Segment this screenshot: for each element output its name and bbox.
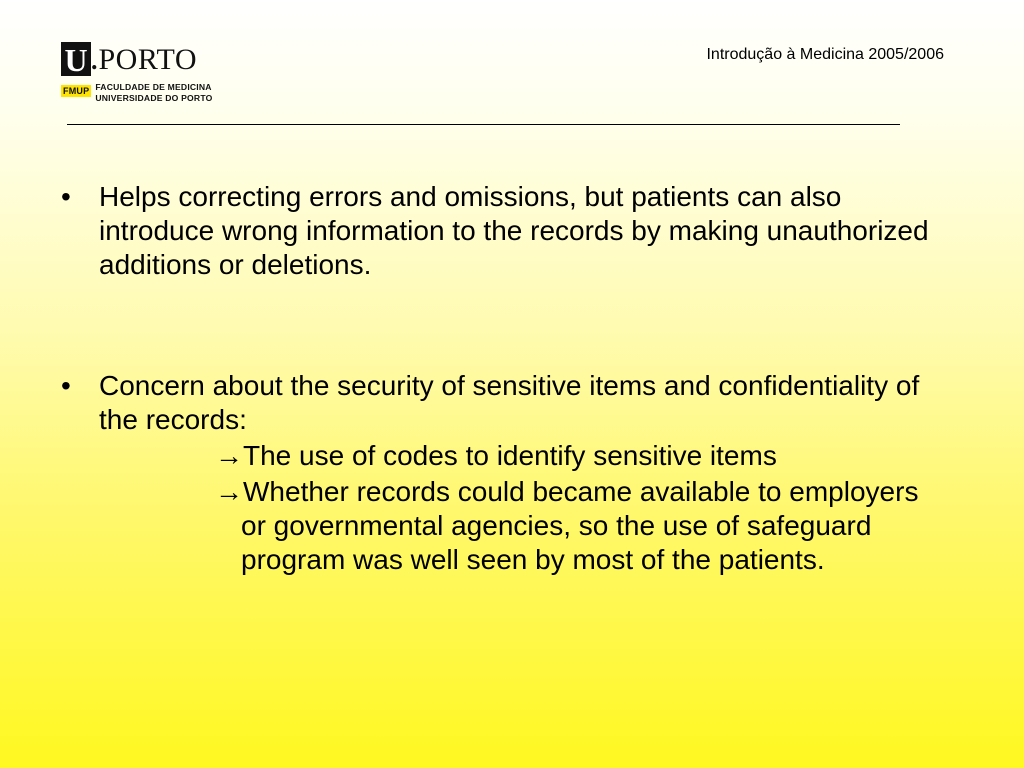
logo-porto-text: PORTO xyxy=(98,43,198,76)
sub-bullet-item xyxy=(215,439,921,473)
bullet-item xyxy=(61,180,959,282)
logo-fmup-badge: FMUP xyxy=(63,86,90,96)
logo-university-name: UNIVERSIDADE DO PORTO xyxy=(95,93,213,103)
arrow-icon: → xyxy=(215,476,243,507)
logo-dot: . xyxy=(91,46,98,75)
course-title: Introdução à Medicina 2005/2006 xyxy=(706,46,944,63)
logo-u-block: U xyxy=(61,42,91,76)
logo-wordmark xyxy=(61,42,197,76)
logo-faculty-name: FACULDADE DE MEDICINA xyxy=(95,82,212,92)
bullet-text: Helps correcting errors and omissions, but patients can also introduce wrong information to the records by making unauthorized additions or deletions. xyxy=(99,181,929,280)
bullet-dot-icon: • xyxy=(61,181,71,212)
header-divider xyxy=(67,124,900,125)
arrow-icon: → xyxy=(215,440,243,471)
sub-bullet-text: The use of codes to identify sensitive items xyxy=(243,440,777,471)
bullet-text: Concern about the security of sensitive items and confidentiality of the records: xyxy=(99,370,920,435)
sub-bullet-list xyxy=(99,439,959,577)
sub-bullet-text: Whether records could became available to employers or governmental agencies, so the use of safeguard program was well seen by most of the patients. xyxy=(241,476,919,575)
bullet-item xyxy=(61,369,959,577)
logo-subtitle xyxy=(61,82,213,104)
logo-faculty-lines xyxy=(95,82,212,104)
bullet-dot-icon: • xyxy=(61,370,71,401)
sub-bullet-item xyxy=(215,475,921,577)
university-logo xyxy=(61,42,231,108)
